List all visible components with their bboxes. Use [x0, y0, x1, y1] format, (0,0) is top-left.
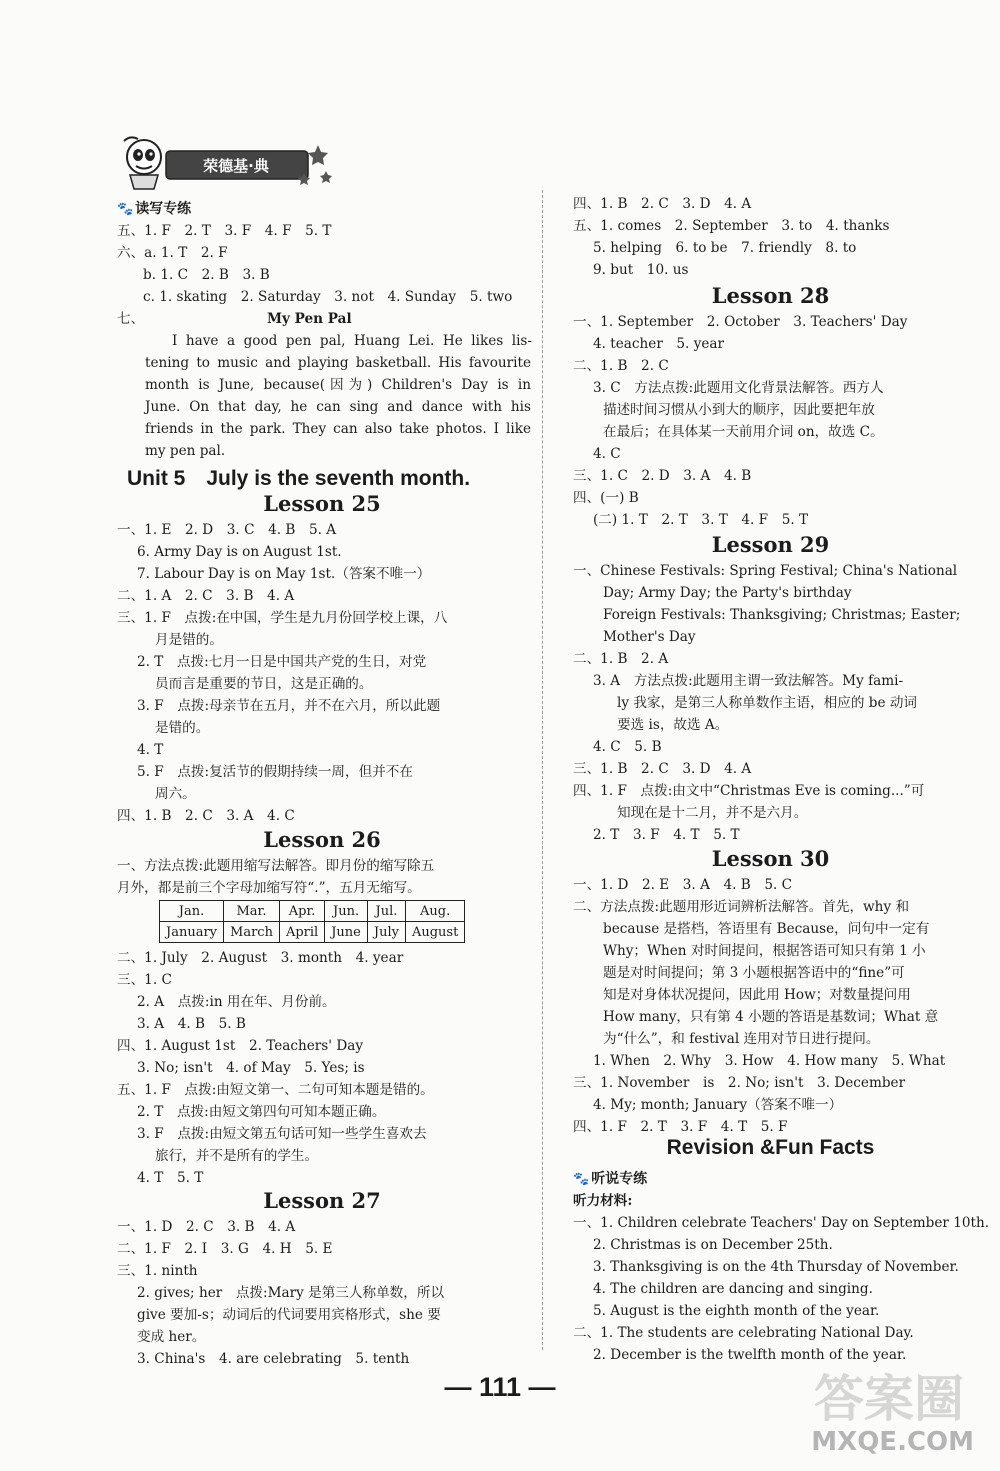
answer-line: 四、1. B 2. C 3. D 4. A: [573, 196, 752, 212]
table-cell: Apr.: [279, 901, 324, 922]
answer-line: 六、a. 1. T 2. F: [117, 245, 228, 261]
answer-line: 二、1. F 2. I 3. G 4. H 5. E: [117, 1241, 333, 1257]
answer-line: 2. December is the twelfth month of the year.: [593, 1347, 907, 1363]
answer-line: 变成 her。: [137, 1329, 206, 1345]
answer-line: 1. When 2. Why 3. How 4. How many 5. What: [593, 1053, 946, 1069]
answer-line: 一、1. D 2. E 3. A 4. B 5. C: [573, 877, 793, 893]
answer-line: 3. C 方法点拨:此题用文化背景法解答。西方人: [593, 380, 884, 396]
answer-line: 二、1. July 2. August 3. month 4. year: [117, 950, 404, 966]
essay-line: friends in the park. They can also take photos. I like: [145, 421, 531, 437]
page-number: — 111 —: [444, 1372, 556, 1402]
watermark-url: MXQE.COM: [811, 1427, 974, 1457]
table-cell: August: [405, 922, 464, 943]
answer-line: 4. The children are dancing and singing.: [593, 1281, 873, 1297]
table-cell: Jun.: [325, 901, 368, 922]
answer-line: 4. My; month; January（答案不唯一）: [593, 1097, 843, 1113]
paw-icon: 🐾: [117, 202, 134, 217]
answer-line: 4. teacher 5. year: [593, 336, 725, 352]
table-cell: Jul.: [367, 901, 405, 922]
answer-line: 7. Labour Day is on May 1st.（答案不唯一）: [137, 566, 431, 582]
answer-line: 3. F 点拨:由短文第五句话可知一些学生喜欢去: [137, 1126, 427, 1142]
answer-line: 要选 is，故选 A。: [617, 717, 729, 733]
answer-line: 4. T: [137, 742, 164, 758]
essay-line: I have a good pen pal, Huang Lei. He likes lis-: [172, 333, 532, 349]
table-cell: April: [279, 922, 324, 943]
answer-line: 5. helping 6. to be 7. friendly 8. to: [593, 240, 857, 256]
answer-line: 2. T 3. F 4. T 5. T: [593, 827, 740, 843]
table-row: [160, 922, 465, 943]
answer-line: 四、1. August 1st 2. Teachers' Day: [117, 1038, 364, 1054]
answer-line: 一、1. D 2. C 3. B 4. A: [117, 1219, 296, 1235]
revision-heading: Revision &Fun Facts: [666, 1136, 875, 1159]
answer-line: Day; Army Day; the Party's birthday: [603, 585, 852, 601]
section-heading-reading: 🐾 读写专练: [117, 198, 191, 221]
essay-line: tening to music and playing basketball. His favourite: [145, 355, 531, 371]
answer-line: Foreign Festivals: Thanksgiving; Christmas; Easter;: [603, 607, 961, 623]
answer-line: 5. August is the eighth month of the year.: [593, 1303, 880, 1319]
answer-line: ly 我家，是第三人称单数作主语，相应的 be 动词: [617, 695, 918, 711]
answer-line: 二、方法点拨:此题用形近词辨析法解答。首先，why 和: [573, 899, 910, 915]
answer-line: 一、Chinese Festivals: Spring Festival; China's National: [573, 563, 958, 579]
essay-title: My Pen Pal: [267, 311, 352, 327]
answer-line: 2. gives; her 点拨:Mary 是第三人称单数，所以: [137, 1285, 445, 1301]
answer-line: 五、1. F 2. T 3. F 4. F 5. T: [117, 223, 332, 239]
answer-line: (二) 1. T 2. T 3. T 4. F 5. T: [593, 512, 809, 528]
answer-line: 4. T 5. T: [137, 1170, 204, 1186]
answer-line: 三、1. C: [117, 972, 172, 988]
answer-line: 二、1. B 2. C: [573, 358, 669, 374]
essay-line: month is June, because(因为) Children's Day is in: [145, 377, 531, 393]
section-banner: [118, 133, 338, 191]
month-abbreviation-table: [159, 900, 465, 943]
answer-line: 二、1. The students are celebrating National Day.: [573, 1325, 914, 1341]
essay-line: June. On that day, he can sing and dance with his: [145, 399, 531, 415]
paw-icon: 🐾: [573, 1172, 590, 1187]
answer-line: 五、1. comes 2. September 3. to 4. thanks: [573, 218, 890, 234]
answer-line: 一、1. Children celebrate Teachers' Day on September 10th.: [573, 1215, 990, 1231]
answer-line: 二、1. B 2. A: [573, 651, 669, 667]
table-cell: July: [367, 922, 405, 943]
lesson-heading: Lesson 27: [263, 1188, 381, 1213]
answer-line: 五、1. F 点拨:由短文第一、二句可知本题是错的。: [117, 1082, 434, 1098]
answer-line: 四、1. F 点拨:由文中“Christmas Eve is coming...”可: [573, 783, 925, 799]
answer-line: Mother's Day: [603, 629, 696, 645]
answer-line: 3. A 4. B 5. B: [137, 1016, 246, 1032]
answer-line: 一、1. September 2. October 3. Teachers' Day: [573, 314, 908, 330]
cartoon-mascot-icon: [124, 137, 161, 189]
answer-line: 月外，都是前三个字母加缩写符“.”，五月无缩写。: [117, 880, 421, 896]
answer-line: How many，只有第 4 小题的答语是基数词；What 意: [603, 1009, 939, 1025]
answer-line: because 是搭档，答语里有 Because，问句中一定有: [603, 921, 930, 937]
answer-line: 2. T 点拨:七月一日是中国共产党的生日，对党: [137, 654, 427, 670]
answer-line: give 要加-s；动词后的代词要用宾格形式，she 要: [137, 1307, 441, 1323]
answer-line: 3. F 点拨:母亲节在五月，并不在六月，所以此题: [137, 698, 441, 714]
answer-line: 3. No; isn't 4. of May 5. Yes; is: [137, 1060, 365, 1076]
section-heading-listening: 🐾 听说专练: [573, 1168, 647, 1191]
column-divider: [542, 190, 544, 1350]
answer-line: 描述时间习惯从小到大的顺序，因此要把年放: [603, 402, 875, 418]
table-cell: January: [160, 922, 224, 943]
answer-line: Why；When 对时间提问，根据答语可知只有第 1 小: [603, 943, 926, 959]
answer-line: 一、方法点拨:此题用缩写法解答。即月份的缩写除五: [117, 858, 435, 874]
answer-line: 知是对身体状况提问，因此用 How；对数量提问用: [603, 987, 911, 1003]
answer-line: 3. Thanksgiving is on the 4th Thursday of November.: [593, 1259, 959, 1275]
watermark-logo: 答案圈: [814, 1370, 964, 1428]
table-cell: March: [224, 922, 280, 943]
answer-line: 2. A 点拨:in 用在年、月份前。: [137, 994, 336, 1010]
answer-line: 3. China's 4. are celebrating 5. tenth: [137, 1351, 410, 1367]
answer-line: 四、1. F 2. T 3. F 4. T 5. F: [573, 1119, 788, 1135]
unit-title: Unit 5 July is the seventh month.: [127, 467, 471, 490]
answer-line: 三、1. ninth: [117, 1263, 198, 1279]
answer-line: b. 1. C 2. B 3. B: [143, 267, 270, 283]
table-cell: Mar.: [224, 901, 280, 922]
lesson-heading: Lesson 29: [711, 532, 830, 557]
answer-line: 三、1. F 点拨:在中国，学生是九月份回学校上课，八: [117, 610, 448, 626]
answer-line: 4. C: [593, 446, 621, 462]
answer-line: 旅行，并不是所有的学生。: [155, 1148, 319, 1164]
table-cell: June: [325, 922, 368, 943]
answer-line: 5. F 点拨:复活节的假期持续一周，但并不在: [137, 764, 413, 780]
answer-line: 3. A 方法点拨:此题用主谓一致法解答。My fami-: [593, 673, 904, 689]
lesson-heading: Lesson 30: [711, 846, 830, 871]
table-cell: Aug.: [405, 901, 464, 922]
answer-line: c. 1. skating 2. Saturday 3. not 4. Sunday 5. two: [143, 289, 513, 305]
lesson-heading: Lesson 28: [711, 283, 830, 308]
answer-line: 二、1. A 2. C 3. B 4. A: [117, 588, 295, 604]
answer-line: 三、1. C 2. D 3. A 4. B: [573, 468, 752, 484]
answer-line: 题是对时间提问；第 3 小题根据答语中的“fine”可: [603, 965, 905, 981]
answer-line: 四、(一) B: [573, 490, 639, 506]
lesson-heading: Lesson 25: [263, 491, 381, 516]
table-cell: Jan.: [160, 901, 224, 922]
answer-line: 在最后；在具体某一天前用介词 on，故选 C。: [603, 424, 884, 440]
answer-line: 员而言是重要的节日，这是正确的。: [155, 676, 373, 692]
listening-label: 听力材料:: [573, 1193, 633, 1209]
answer-line: 9. but 10. us: [593, 262, 689, 278]
answer-line: 周六。: [155, 786, 196, 802]
lesson-heading: Lesson 26: [263, 827, 381, 852]
answer-line: 三、1. November is 2. No; isn't 3. December: [573, 1075, 906, 1091]
answer-line: 为“什么”，和 festival 连用对节日进行提问。: [603, 1031, 880, 1047]
table-row: [160, 901, 465, 922]
answer-line: 月是错的。: [155, 632, 223, 648]
answer-line: 2. Christmas is on December 25th.: [593, 1237, 833, 1253]
answer-line: 四、1. B 2. C 3. A 4. C: [117, 808, 295, 824]
answer-line: 三、1. B 2. C 3. D 4. A: [573, 761, 752, 777]
answer-line: 6. Army Day is on August 1st.: [137, 544, 342, 560]
answer-line: 知现在是十二月，并不是六月。: [617, 805, 808, 821]
answer-line: 是错的。: [155, 720, 210, 736]
answer-line: 2. T 点拨:由短文第四句可知本题正确。: [137, 1104, 386, 1120]
answer-line: 4. C 5. B: [593, 739, 662, 755]
answer-line: 一、1. E 2. D 3. C 4. B 5. A: [117, 522, 337, 538]
banner-text: 荣德基·典: [203, 157, 269, 175]
question-label: 七、: [117, 311, 145, 327]
essay-line: my pen pal.: [145, 443, 226, 459]
